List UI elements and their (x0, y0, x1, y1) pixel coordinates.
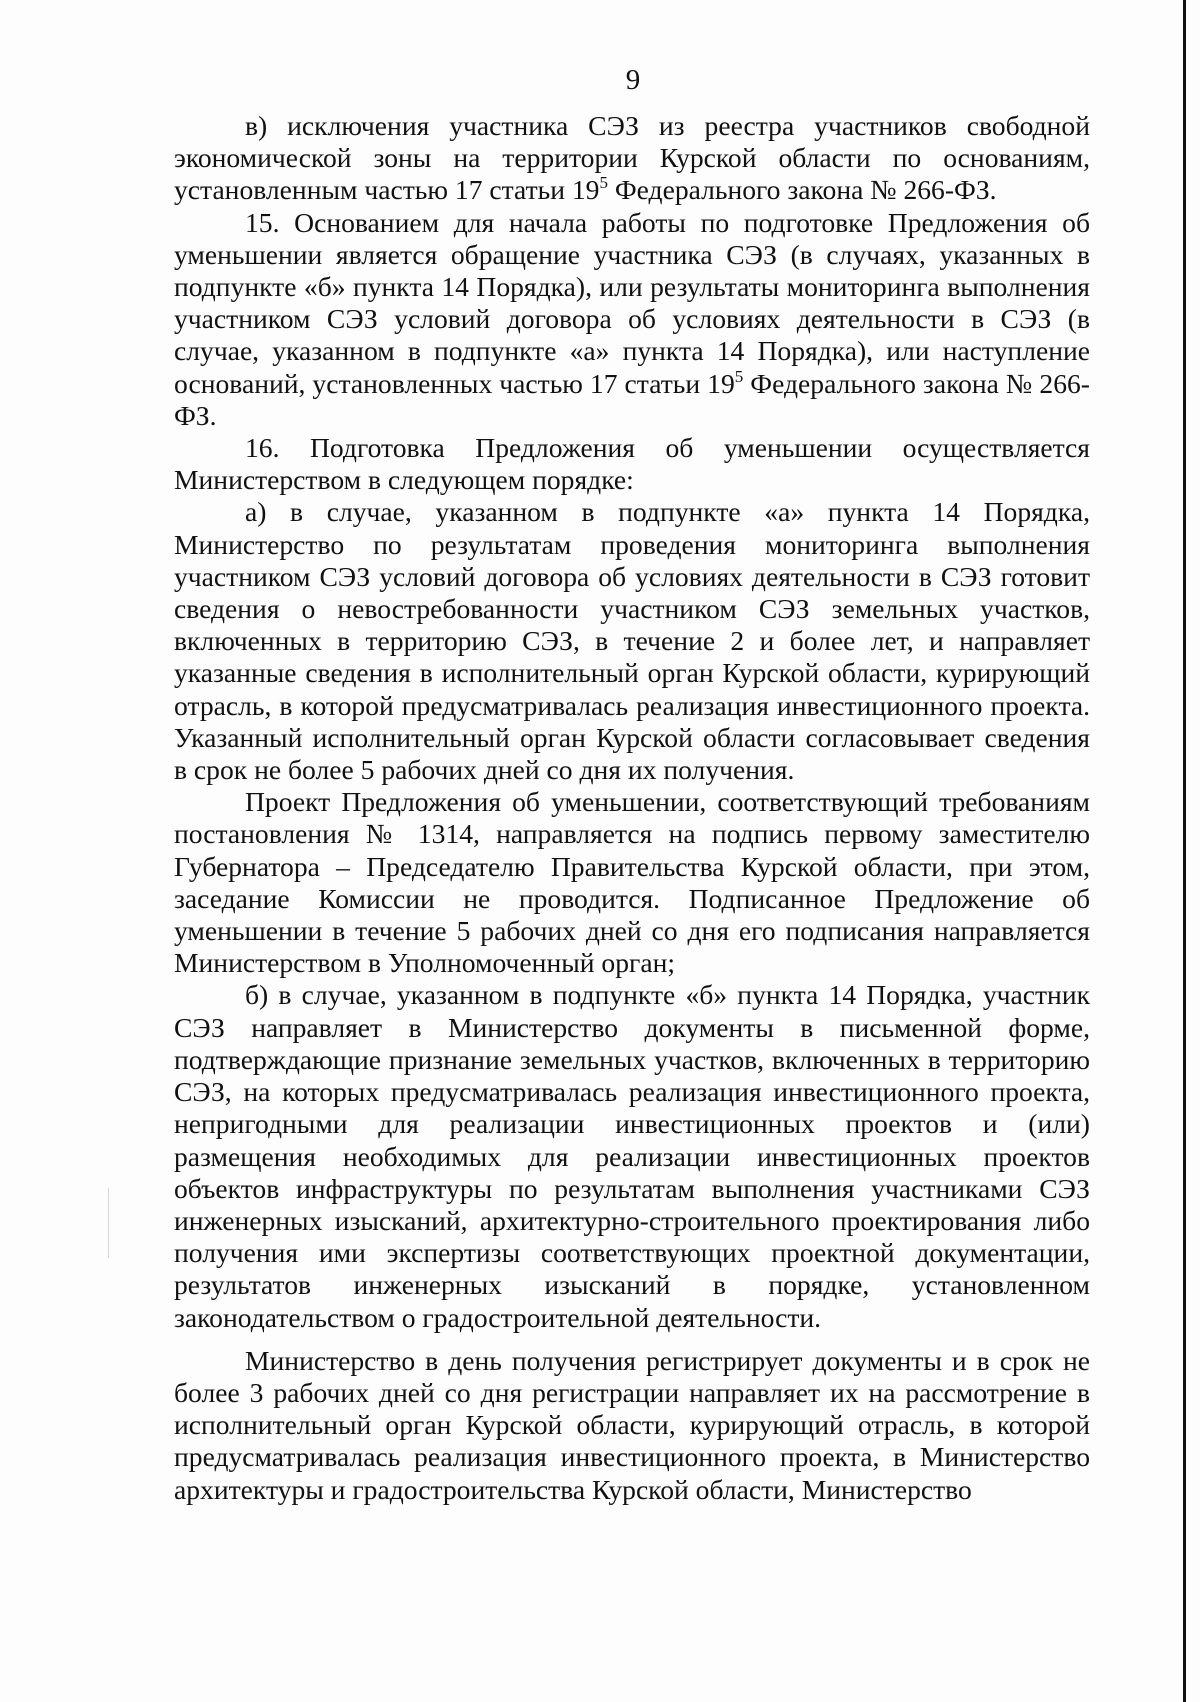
paragraph-15 (174, 207, 1090, 432)
paragraph-project: Проект Предложения об уменьшении, соответствующий требованиям постановления № 1314, направляется на подпись первому заместителю Губернатора – Председателю Правительства Курской области, при этом, заседание Комиссии не проводится. Подписанное Предложение об уменьшении в течение 5 рабочих дней со дня его подписания направляется Министерством в Уполномоченный орган; (174, 786, 1090, 979)
paragraph-15-tail: Федерального закона № 266-ФЗ. (174, 367, 1090, 431)
paragraph-16: 16. Подготовка Предложения об уменьшении осуществляется Министерством в следующем порядке: (174, 432, 1090, 496)
paragraph-v-text: в) исключения участника СЭЗ из реестра участников свободной экономической зоны на территории Курской области по основаниям, установленным частью 17 статьи 19 (174, 110, 1090, 206)
scan-artifact (108, 1188, 109, 1258)
paragraph-15-text: 15. Основанием для начала работы по подготовке Предложения об уменьшении является обращение участника СЭЗ (в случаях, указанных в подпункте «б» пункта 14 Порядка), или результаты мониторинга выполнения участником СЭЗ условий договора об условиях деятельности в СЭЗ (в случае, указанном в подпункте «а» пункта 14 Порядка), или наступление оснований, установленных частью 17 статьи 19 (174, 206, 1090, 399)
paragraph-15-superscript: 5 (734, 366, 744, 386)
page-number: 9 (625, 64, 641, 96)
paragraph-16a: а) в случае, указанном в подпункте «а» пункта 14 Порядка, Министерство по результатам проведения мониторинга выполнения участником СЭЗ условий договора об условиях деятельности в СЭЗ готовит сведения о невостребованности участником СЭЗ земельных участков, включенных в территорию СЭЗ, в течение 2 и более лет, и направляет указанные сведения в исполнительный орган Курской области, курирующий отрасль, в которой предусматривалась реализация инвестиционного проекта. Указанный исполнительный орган Курской области согласовывает сведения в срок не более 5 рабочих дней со дня их получения. (174, 496, 1090, 786)
paragraph-v-superscript: 5 (599, 173, 608, 193)
document-body (174, 110, 1090, 1506)
paragraph-v-tail: Федерального закона № 266-ФЗ. (607, 174, 997, 206)
paragraph-v (174, 110, 1090, 207)
paragraph-ministry: Министерство в день получения регистрирует документы и в срок не более 3 рабочих дней со дня регистрации направляет их на рассмотрение в исполнительный орган Курской области, курирующий отрасль, в которой предусматривалась реализация инвестиционного проекта, в Министерство архитектуры и градостроительства Курской области, Министерство (174, 1344, 1090, 1505)
paragraph-16b: б) в случае, указанном в подпункте «б» пункта 14 Порядка, участник СЭЗ направляет в Министерство документы в письменной форме, подтверждающие признание земельных участков, включенных в территорию СЭЗ, на которых предусматривалась реализация инвестиционного проекта, непригодными для реализации инвестиционных проектов и (или) размещения необходимых для реализации инвестиционных проектов объектов инфраструктуры по результатам выполнения участниками СЭЗ инженерных изысканий, архитектурно-строительного проектирования либо получения ими экспертизы соответствующих проектной документации, результатов инженерных изысканий в порядке, установленном законодательством о градостроительной деятельности. (174, 979, 1090, 1333)
scan-border (1183, 0, 1186, 1702)
